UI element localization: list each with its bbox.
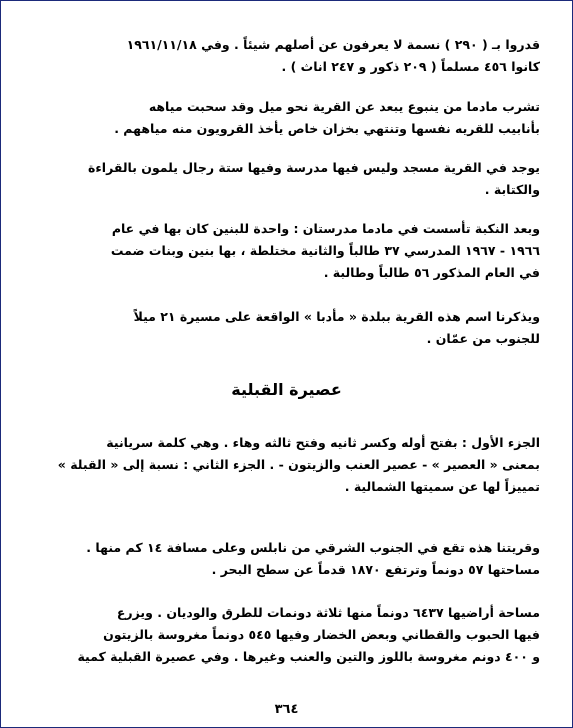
text-line: و ٤٠٠ دونم مغروسة باللوز والتين والعنب وغيرها . وفي عصيرة القبلية كمية [77, 649, 540, 664]
text-line: وبعد النكبة تأسست في مادما مدرستان : واحدة للبنين كان بها في عام [111, 221, 540, 236]
text-line: الجزء الأول : بفتح أوله وكسر ثانيه وفتح ثالثه وهاء . وهي كلمة سريانية [106, 435, 540, 450]
paragraph-land [40, 602, 540, 668]
text-line: للجنوب من عمّان . [426, 331, 540, 346]
text-line: وقريتنا هذه تقع في الجنوب الشرقي من نابلس وعلى مسافة ١٤ كم منها . [86, 540, 540, 555]
text-line: تشرب مادما من ينبوع يبعد عن القرية نحو ميل وقد سحبت مياهه [148, 99, 540, 114]
section-heading: عصيرة القبلية [231, 380, 342, 399]
text-line: مساحتها ٥٧ دونماً وترتفع ١٨٧٠ قدماً عن سطح البحر . [211, 562, 540, 577]
text-line: بأنابيب للقريه نفسها وتنتهي بخزان خاص يأخذ القرويون منه مياههم . [114, 121, 540, 136]
text-line: كانوا ٤٥٦ مسلماً ( ٢٠٩ ذكور و ٢٤٧ اناث ) . [281, 59, 540, 74]
paragraph-mosque [40, 157, 540, 201]
text-line: ١٩٦٦ - ١٩٦٧ المدرسي ٣٧ طالباً والثانية مختلطة ، بها بنين وبنات ضمت [110, 243, 540, 258]
paragraph-schools [40, 218, 540, 284]
text-line: في العام المذكور ٥٦ طالباً وطالبة . [323, 265, 540, 280]
text-line: بمعنى « العصير » - عصير العنب والزيتون - . الجزء الثاني : نسبة إلى « القبلة » [57, 457, 540, 472]
text-line: والكتابة . [484, 182, 540, 197]
paragraph-population [40, 34, 540, 78]
page-number: ٣٦٤ [274, 702, 299, 717]
text-line: تمييزاً لها عن سميتها الشمالية . [344, 479, 540, 494]
text-line: قدروا بـ ( ٢٩٠ ) نسمة لا يعرفون عن أصلهم شيئاً . وفي ١٩٦١/١١/١٨ [126, 37, 540, 52]
paragraph-location [40, 537, 540, 581]
text-line: ويذكرنا اسم هذه القرية ببلدة « مأدبا » الواقعة على مسيرة ٢١ ميلاً [133, 309, 540, 324]
text-line: فيها الحبوب والقطاني وبعض الخضار وفيها ٥٤٥ دونماً مغروسة بالزيتون [103, 627, 540, 642]
paragraph-madaba [40, 306, 540, 350]
paragraph-water [40, 96, 540, 140]
text-line: مساحة أراضيها ٦٤٣٧ دونماً منها ثلاثة دونمات للطرق والوديان . ويزرع [116, 605, 540, 620]
paragraph-etymology [40, 432, 540, 498]
text-line: يوجد في القرية مسجد وليس فيها مدرسة وفيها ستة رجال يلمون بالقراءة [88, 160, 540, 175]
